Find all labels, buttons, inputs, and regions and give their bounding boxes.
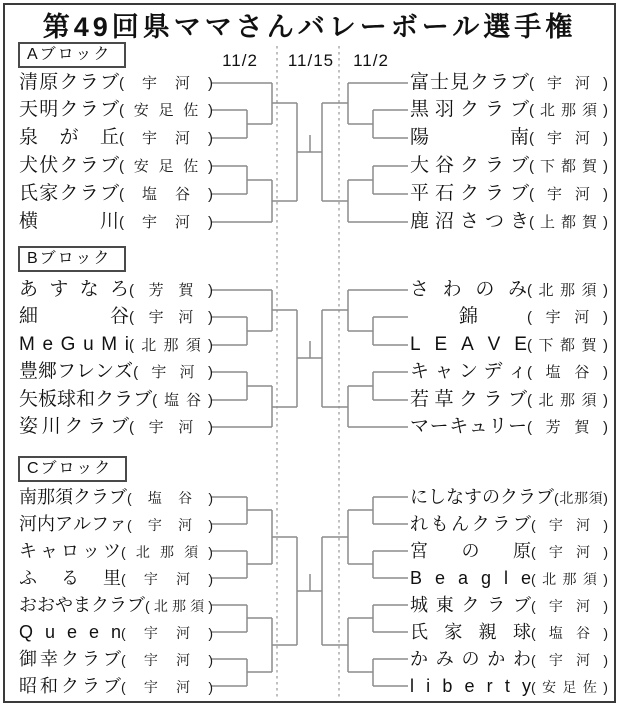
team-region: ( 芳 賀 ) <box>129 282 213 299</box>
team-name: ふ る 里 <box>19 568 121 588</box>
team-row <box>410 647 608 671</box>
team-row <box>19 154 213 178</box>
team-name: M e G u M i <box>19 334 129 355</box>
team-name: B e a g l e <box>410 568 531 588</box>
team-row <box>19 415 213 439</box>
team-region: ( 宇 河 ) <box>129 419 213 436</box>
team-row <box>410 305 608 329</box>
team-name: に し な す の ク ラ ブ <box>410 487 554 507</box>
round1-date-right: 11/2 <box>353 51 389 70</box>
team-row <box>19 593 213 617</box>
round-separator-dashed-lines <box>277 46 339 699</box>
team-row <box>410 210 608 234</box>
team-row <box>19 182 213 206</box>
team-row <box>410 71 608 95</box>
team-region: ( 宇 河 ) <box>133 364 213 381</box>
team-row <box>19 539 213 563</box>
team-name: か み の か わ <box>410 649 531 669</box>
team-region: ( 宇 河 ) <box>527 309 608 326</box>
team-region: ( 北 那 須 ) <box>527 392 608 409</box>
team-region: ( 宇 河 ) <box>121 679 213 695</box>
team-row <box>19 305 213 329</box>
team-name: 黒 羽 ク ラ ブ <box>410 99 529 120</box>
team-row <box>410 593 608 617</box>
team-row <box>19 333 213 357</box>
team-region: ( 宇 河 ) <box>119 130 213 147</box>
team-region: ( 北 那 須 ) <box>529 102 608 119</box>
team-row <box>410 126 608 150</box>
team-name: 豊 郷 フ レ ン ズ <box>19 361 134 382</box>
bracket-path-block-a <box>211 83 408 222</box>
team-name: 河 内 ア ル フ ァ <box>19 514 127 534</box>
block-b-label: Bブロック <box>18 246 126 272</box>
team-name: 氏 家 ク ラ ブ <box>19 183 119 204</box>
team-region: ( 芳 賀 ) <box>527 419 608 436</box>
team-region: ( 安 足 佐 ) <box>531 679 608 695</box>
team-region: ( 塩 谷 ) <box>119 186 213 203</box>
team-region: ( 宇 河 ) <box>529 75 608 92</box>
team-row <box>410 388 608 412</box>
team-row <box>410 333 608 357</box>
team-region: ( 上 都 賀 ) <box>529 214 608 231</box>
team-region: ( 北 那 須 ) <box>527 282 608 299</box>
team-name: 錦 <box>458 306 478 327</box>
bracket-path-block-c <box>211 497 408 686</box>
team-region: ( 宇 河 ) <box>127 517 213 533</box>
team-name: 氏 家 親 球 <box>410 622 531 642</box>
team-region: ( 宇 河 ) <box>121 625 213 641</box>
team-name: 天 明 ク ラ ブ <box>19 99 119 120</box>
team-row <box>19 620 213 644</box>
team-region: ( 宇 河 ) <box>531 544 608 560</box>
team-name: マ ー キ ュ リ ー <box>410 416 527 437</box>
team-row <box>19 360 213 384</box>
team-row <box>19 210 213 234</box>
team-region: ( 宇 河 ) <box>531 517 608 533</box>
team-name: 平 石 ク ラ ブ <box>410 183 529 204</box>
team-name: れ も ん ク ラ ブ <box>410 514 531 534</box>
team-name: 清 原 ク ラ ブ <box>19 72 119 93</box>
team-name: 泉 が 丘 <box>19 127 119 148</box>
team-name: お お や ま ク ラ ブ <box>19 595 145 615</box>
team-row <box>19 566 213 590</box>
team-region: ( 宇 河 ) <box>121 652 213 668</box>
team-row <box>410 620 608 644</box>
team-region: ( 宇 河 ) <box>119 75 213 92</box>
team-region: ( 塩 谷 ) <box>152 392 213 409</box>
team-name: 鹿 沼 さ つ き <box>410 211 529 232</box>
team-region: ( 塩 谷 ) <box>531 625 608 641</box>
team-row <box>410 182 608 206</box>
final-date: 11/15 <box>287 51 335 70</box>
team-row <box>410 278 608 302</box>
team-region: ( 安 足 佐 ) <box>119 102 213 119</box>
team-region: ( 北 那 須 ) <box>531 571 608 587</box>
team-name: キ ャ ン デ ィ <box>410 361 527 382</box>
team-region: ( 宇 河 ) <box>531 598 608 614</box>
team-row <box>410 674 608 698</box>
team-row <box>19 674 213 698</box>
team-region: ( 宇 河 ) <box>129 309 213 326</box>
team-region: ( 宇 河 ) <box>121 571 213 587</box>
team-region: ( 塩 谷 ) <box>127 490 213 506</box>
team-name: 犬 伏 ク ラ ブ <box>19 155 119 176</box>
team-name: 横 川 <box>19 211 119 232</box>
bracket-path-block-b <box>211 290 408 427</box>
team-region: ( 北 那 須 ) <box>554 490 608 506</box>
team-row <box>410 512 608 536</box>
team-region: ( 北 那 須 ) <box>121 544 213 560</box>
team-region: ( 北 那 須 ) <box>129 337 213 354</box>
team-region: ( 宇 河 ) <box>531 652 608 668</box>
team-name: l i b e r t y <box>410 676 531 696</box>
team-row <box>410 539 608 563</box>
team-name: 陽 南 <box>410 127 529 148</box>
team-region: ( 宇 河 ) <box>529 186 608 203</box>
team-row <box>410 360 608 384</box>
team-region: ( 下 都 賀 ) <box>527 337 608 354</box>
team-row <box>19 485 213 509</box>
team-region: ( 下 都 賀 ) <box>529 158 608 175</box>
team-row <box>19 512 213 536</box>
team-name: 姿 川 ク ラ ブ <box>19 416 129 437</box>
team-row <box>410 566 608 590</box>
team-row <box>410 485 608 509</box>
team-row <box>19 647 213 671</box>
team-name: L E A V E <box>410 334 527 355</box>
team-row <box>19 126 213 150</box>
team-name: あ す な ろ <box>19 279 129 300</box>
team-name: 南 那 須 ク ラ ブ <box>19 487 127 507</box>
team-region: ( 北 那 須 ) <box>145 598 213 614</box>
team-row <box>19 71 213 95</box>
team-name: 宮 の 原 <box>410 541 531 561</box>
team-name: 富 士 見 ク ラ ブ <box>410 72 529 93</box>
block-c-label: Cブロック <box>18 456 127 482</box>
team-name: 大 谷 ク ラ ブ <box>410 155 529 176</box>
block-a-label: Aブロック <box>18 42 126 68</box>
team-name: 若 草 ク ラ ブ <box>410 389 527 410</box>
round1-date-left: 11/2 <box>222 51 258 70</box>
team-row <box>410 154 608 178</box>
team-name: 矢 板 球 和 ク ラ ブ <box>19 389 153 410</box>
team-region: ( 塩 谷 ) <box>527 364 608 381</box>
team-name: 城 東 ク ラ ブ <box>410 595 531 615</box>
team-name: キ ャ ロ ッ ツ <box>19 541 121 561</box>
team-region: ( 宇 河 ) <box>529 130 608 147</box>
team-region: ( 宇 河 ) <box>119 214 213 231</box>
team-name: さ わ の み <box>410 279 527 300</box>
team-name: Q u e e n <box>19 622 121 642</box>
page-title: 第49回県ママさんバレーボール選手権 <box>42 12 577 42</box>
team-row <box>19 278 213 302</box>
team-row <box>19 98 213 122</box>
team-row <box>410 415 608 439</box>
team-row <box>410 98 608 122</box>
team-region: ( 安 足 佐 ) <box>119 158 213 175</box>
team-row <box>19 388 213 412</box>
team-name: 御 幸 ク ラ ブ <box>19 649 121 669</box>
team-name: 細 谷 <box>19 306 129 327</box>
team-name: 昭 和 ク ラ ブ <box>19 676 121 696</box>
